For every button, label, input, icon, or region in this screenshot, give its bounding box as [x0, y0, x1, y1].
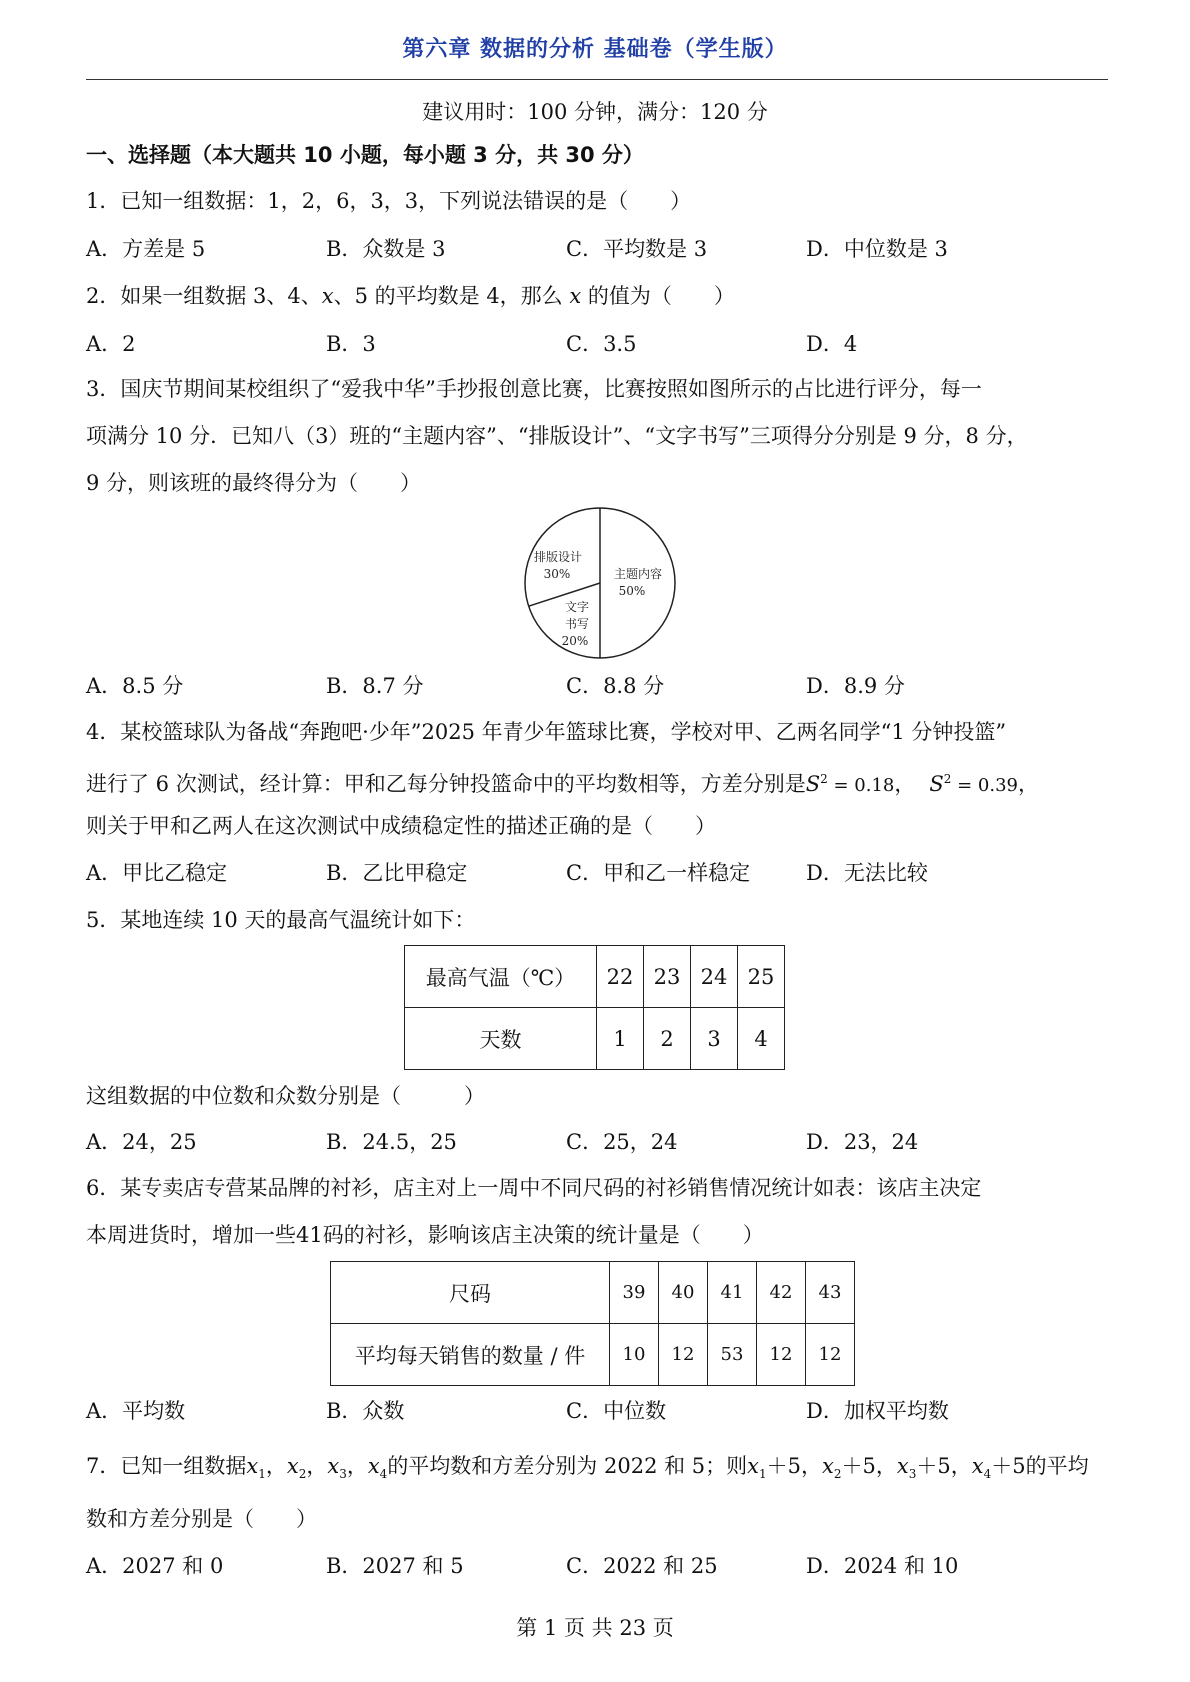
- q2-option-c: C．3.5: [566, 332, 637, 356]
- table-cell: 41: [708, 1262, 757, 1324]
- q2-option-b: B．3: [326, 332, 376, 356]
- table-cell: 1: [597, 1008, 644, 1070]
- q2-option-d: D．4: [806, 332, 858, 356]
- table-header-cell: 尺码: [331, 1262, 610, 1324]
- table-cell: 12: [806, 1324, 855, 1386]
- q7-option-a: A．2027 和 0: [86, 1554, 224, 1578]
- table-cell: 22: [597, 946, 644, 1008]
- q3-option-c: C．8.8 分: [566, 674, 665, 698]
- page-number: 第 1 页 共 23 页: [516, 1616, 674, 1640]
- q7-option-d: D．2024 和 10: [806, 1554, 959, 1578]
- q7-option-b: B．2027 和 5: [326, 1554, 464, 1578]
- q1-option-d: D．中位数是 3: [806, 237, 948, 261]
- pie-chart: [500, 498, 700, 668]
- table-cell: 12: [659, 1324, 708, 1386]
- table-cell: 40: [659, 1262, 708, 1324]
- q5-question: 这组数据的中位数和众数分别是（ ）: [86, 1084, 485, 1108]
- table-cell: 39: [610, 1262, 659, 1324]
- q5-option-b: B．24.5，25: [326, 1130, 457, 1154]
- q5-option-c: C．25，24: [566, 1130, 678, 1154]
- q3-stem-line1: 3．国庆节期间某校组织了“爱我中华”手抄报创意比赛，比赛按照如图所示的占比进行评分，每一: [86, 377, 982, 401]
- section-title: 一、选择题（本大题共 10 小题，每小题 3 分，共 30 分）: [86, 143, 644, 167]
- q1-option-b: B．众数是 3: [326, 237, 446, 261]
- q6-option-a: A．平均数: [86, 1399, 186, 1423]
- q4-option-d: D．无法比较: [806, 861, 928, 885]
- table-cell: 23: [644, 946, 691, 1008]
- table-header-cell: 最高气温（℃）: [405, 946, 597, 1008]
- pie-value-paiban: 30%: [543, 567, 571, 581]
- q5-stem: 5．某地连续 10 天的最高气温统计如下：: [86, 908, 476, 932]
- q6-option-d: D．加权平均数: [806, 1399, 949, 1423]
- q4-option-a: A．甲比乙稳定: [86, 861, 228, 885]
- table-cell: 43: [806, 1262, 855, 1324]
- table-cell: 3: [691, 1008, 738, 1070]
- table-row: [331, 1262, 855, 1324]
- table-cell: 24: [691, 946, 738, 1008]
- q6-stem-line2: 本周进货时，增加一些41码的衬衫，影响该店主决策的统计量是（ ）: [86, 1223, 764, 1247]
- q6-option-b: B．众数: [326, 1399, 405, 1423]
- q5-option-a: A．24，25: [86, 1130, 197, 1154]
- q7-stem-line1: 7．已知一组数据$x_1$，$x_2$，$x_3$，$x_4$的平均数和方差分别为 2022 和 5；则$x_1+5$，$x_2+5$，$x_3+5$，$x_4+5$的平均: [86, 1454, 1089, 1482]
- pie-label-wenzi-line1: 文字: [564, 600, 590, 614]
- document-title: 第六章 数据的分析 基础卷（学生版）: [402, 37, 788, 62]
- pie-label-wenzi-line2: 书写: [564, 617, 590, 631]
- table-cell: 4: [738, 1008, 785, 1070]
- q2-option-a: A．2: [86, 332, 136, 356]
- q4-stem-line1: 4．某校篮球队为备战“奔跑吧·少年”2025 年青少年篮球比赛，学校对甲、乙两名同学“1 分钟投篮”: [86, 720, 1007, 744]
- q1-option-a: A．方差是 5: [86, 237, 206, 261]
- q1-stem: 1．已知一组数据：1，2，6，3，3，下列说法错误的是（ ）: [86, 189, 692, 213]
- table-cell: 10: [610, 1324, 659, 1386]
- q5-option-d: D．23，24: [806, 1130, 919, 1154]
- pie-label-paiban: 排版设计: [533, 550, 583, 564]
- table-row: [405, 1008, 785, 1070]
- q4-option-c: C．甲和乙一样稳定: [566, 861, 751, 885]
- q4-option-b: B．乙比甲稳定: [326, 861, 468, 885]
- table-header-cell: 平均每天销售的数量 / 件: [331, 1324, 610, 1386]
- table-cell: 2: [644, 1008, 691, 1070]
- shirt-size-table: [330, 1261, 855, 1386]
- header-divider: [86, 79, 1108, 80]
- pie-value-wenzi: 20%: [561, 634, 589, 648]
- q6-stem-line1: 6．某专卖店专营某品牌的衬衫，店主对上一周中不同尺码的衬衫销售情况统计如表：该店主决定: [86, 1176, 982, 1200]
- q1-option-c: C．平均数是 3: [566, 237, 708, 261]
- q6-option-c: C．中位数: [566, 1399, 667, 1423]
- table-cell: 53: [708, 1324, 757, 1386]
- pie-value-zhuti: 50%: [618, 584, 646, 598]
- table-cell: 25: [738, 946, 785, 1008]
- pie-label-zhuti: 主题内容: [613, 567, 663, 581]
- q3-option-b: B．8.7 分: [326, 674, 424, 698]
- q7-option-c: C．2022 和 25: [566, 1554, 718, 1578]
- table-header-cell: 天数: [405, 1008, 597, 1070]
- q3-option-d: D．8.9 分: [806, 674, 905, 698]
- q3-stem-line3: 9 分，则该班的最终得分为（ ）: [86, 471, 422, 495]
- exam-info: 建议用时：100 分钟，满分：120 分: [422, 100, 768, 124]
- q4-stem-line2: 进行了 6 次测试，经计算：甲和乙每分钟投篮命中的平均数相等，方差分别是$S^2 = 0.18$， $S^2 = 0.39$，: [86, 772, 1039, 796]
- table-row: [331, 1324, 855, 1386]
- q7-stem-line2: 数和方差分别是（ ）: [86, 1507, 317, 1531]
- table-cell: 42: [757, 1262, 806, 1324]
- q2-stem: 2．如果一组数据 3、4、x、5 的平均数是 4，那么 x 的值为（ ）: [86, 284, 735, 308]
- table-row: [405, 946, 785, 1008]
- q4-stem-line3: 则关于甲和乙两人在这次测试中成绩稳定性的描述正确的是（ ）: [86, 814, 716, 838]
- q3-stem-line2: 项满分 10 分．已知八（3）班的“主题内容”、“排版设计”、“文字书写”三项得分分别是 9 分，8 分，: [86, 424, 1028, 448]
- q3-option-a: A．8.5 分: [86, 674, 184, 698]
- temperature-table: [404, 945, 785, 1070]
- table-cell: 12: [757, 1324, 806, 1386]
